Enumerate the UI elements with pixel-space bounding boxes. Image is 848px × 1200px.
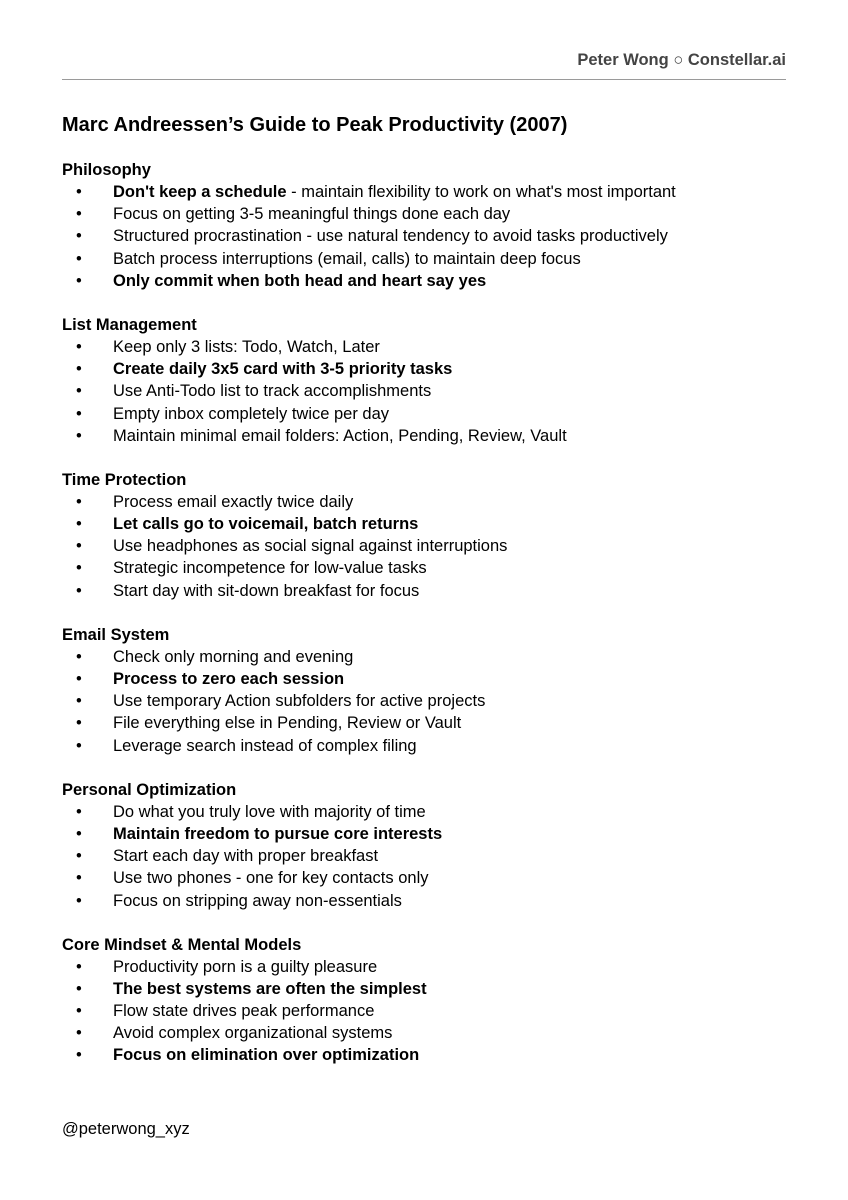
list-item	[62, 491, 786, 513]
document-title: Marc Andreessen’s Guide to Peak Productivity (2007)	[62, 114, 568, 136]
list-item	[62, 867, 786, 889]
list-item-text: Do what you truly love with majority of time	[113, 802, 426, 821]
list-item-bold-text: Process to zero each session	[113, 670, 345, 688]
list-item	[62, 425, 786, 447]
bullet-icon: •	[76, 714, 82, 733]
list-item	[62, 668, 786, 690]
list-item-text: Empty inbox completely twice per day	[113, 404, 390, 423]
section-title: Time Protection	[62, 470, 187, 489]
list-item-text: Focus on stripping away non-essentials	[113, 891, 402, 910]
bullet-icon: •	[76, 360, 82, 379]
section	[62, 314, 786, 447]
list-item	[62, 845, 786, 867]
section-title: Core Mindset & Mental Models	[62, 935, 302, 954]
bullet-list	[62, 646, 786, 757]
bullet-icon: •	[76, 183, 82, 201]
section-title: List Management	[62, 315, 197, 334]
section	[62, 934, 786, 1067]
list-item-text: Leverage search instead of complex filing	[113, 736, 417, 755]
list-item-text: Check only morning and evening	[113, 647, 354, 666]
bullet-list	[62, 491, 786, 602]
bullet-icon: •	[76, 1002, 82, 1021]
bullet-icon: •	[76, 1046, 82, 1065]
bullet-icon: •	[76, 537, 82, 556]
list-item	[62, 1022, 786, 1044]
list-item-text: File everything else in Pending, Review or Vault	[113, 714, 462, 733]
company-name: Constellar.ai	[687, 51, 786, 69]
bullet-icon: •	[76, 426, 82, 445]
list-item	[62, 358, 786, 380]
bullet-icon: •	[76, 382, 82, 401]
list-item-text: Use headphones as social signal against interruptions	[113, 537, 508, 556]
list-item-text: Process email exactly twice daily	[113, 492, 354, 511]
bullet-icon: •	[76, 515, 82, 534]
sections-container	[62, 159, 786, 1089]
bullet-icon: •	[76, 957, 82, 976]
bullet-icon: •	[76, 670, 82, 688]
section-title: Email System	[62, 625, 170, 644]
bullet-icon: •	[76, 869, 82, 888]
list-item	[62, 1000, 786, 1022]
author-name: Peter Wong	[577, 51, 669, 69]
list-item-bold-text: Create daily 3x5 card with 3-5 priority tasks	[113, 360, 453, 379]
list-item	[62, 735, 786, 757]
list-item	[62, 248, 786, 270]
list-item-bold-text: Don't keep a schedule	[113, 183, 287, 201]
section	[62, 624, 786, 757]
list-item	[62, 181, 786, 203]
list-item-text: Use temporary Action subfolders for active projects	[113, 692, 486, 711]
bullet-icon: •	[76, 647, 82, 666]
bullet-icon: •	[76, 337, 82, 356]
list-item-text: Avoid complex organizational systems	[113, 1024, 393, 1043]
bullet-list	[62, 801, 786, 912]
list-item	[62, 380, 786, 402]
bullet-list	[62, 336, 786, 447]
bullet-icon: •	[76, 227, 82, 246]
bullet-icon: •	[76, 847, 82, 866]
bullet-icon: •	[76, 492, 82, 511]
list-item-text: Start day with sit-down breakfast for focus	[113, 581, 420, 600]
bullet-list	[62, 181, 786, 292]
list-item-bold-text: Maintain freedom to pursue core interests	[113, 824, 443, 843]
separator-circle: ○	[673, 51, 684, 69]
section	[62, 469, 786, 602]
list-item	[62, 225, 786, 247]
list-item-bold-text: Only commit when both head and heart say yes	[113, 271, 487, 290]
section-title: Philosophy	[62, 161, 151, 179]
section	[62, 779, 786, 912]
list-item-bold-text: Let calls go to voicemail, batch returns	[113, 515, 419, 534]
list-item-text: Strategic incompetence for low-value tasks	[113, 559, 427, 578]
bullet-icon: •	[76, 249, 82, 268]
list-item	[62, 1044, 786, 1066]
page-header	[62, 51, 786, 80]
list-item	[62, 712, 786, 734]
footer-handle: @peterwong_xyz	[62, 1120, 190, 1138]
list-item	[62, 513, 786, 535]
list-item	[62, 801, 786, 823]
list-item-text: Use two phones - one for key contacts only	[113, 869, 429, 888]
list-item	[62, 270, 786, 292]
list-item-text: Productivity porn is a guilty pleasure	[113, 957, 378, 976]
bullet-icon: •	[76, 736, 82, 755]
list-item-text: Start each day with proper breakfast	[113, 847, 379, 866]
bullet-icon: •	[76, 581, 82, 600]
list-item-bold-text: Focus on elimination over optimization	[113, 1046, 420, 1065]
bullet-icon: •	[76, 891, 82, 910]
list-item	[62, 535, 786, 557]
list-item-bold-text: The best systems are often the simplest	[113, 979, 427, 998]
bullet-icon: •	[76, 1024, 82, 1043]
list-item-text: Keep only 3 lists: Todo, Watch, Later	[113, 337, 380, 356]
list-item-text: Use Anti-Todo list to track accomplishments	[113, 382, 432, 401]
list-item	[62, 203, 786, 225]
bullet-list	[62, 956, 786, 1067]
list-item	[62, 403, 786, 425]
bullet-icon: •	[76, 559, 82, 578]
bullet-icon: •	[76, 205, 82, 224]
list-item	[62, 336, 786, 358]
bullet-icon: •	[76, 404, 82, 423]
list-item	[62, 557, 786, 579]
section	[62, 159, 786, 292]
list-item-text: Focus on getting 3-5 meaningful things done each day	[113, 205, 511, 224]
list-item	[62, 646, 786, 668]
list-item	[62, 890, 786, 912]
bullet-icon: •	[76, 979, 82, 998]
list-item-text: Maintain minimal email folders: Action, Pending, Review, Vault	[113, 426, 567, 445]
list-item	[62, 580, 786, 602]
list-item-text: - maintain flexibility to work on what's most important	[286, 183, 676, 201]
list-item	[62, 978, 786, 1000]
list-item-text: Batch process interruptions (email, calls) to maintain deep focus	[113, 249, 581, 268]
bullet-icon: •	[76, 824, 82, 843]
list-item-text: Structured procrastination - use natural tendency to avoid tasks productively	[113, 227, 668, 246]
bullet-icon: •	[76, 692, 82, 711]
bullet-icon: •	[76, 271, 82, 290]
list-item	[62, 690, 786, 712]
section-title: Personal Optimization	[62, 780, 237, 799]
list-item-text: Flow state drives peak performance	[113, 1002, 375, 1021]
bullet-icon: •	[76, 802, 82, 821]
list-item	[62, 823, 786, 845]
list-item	[62, 956, 786, 978]
